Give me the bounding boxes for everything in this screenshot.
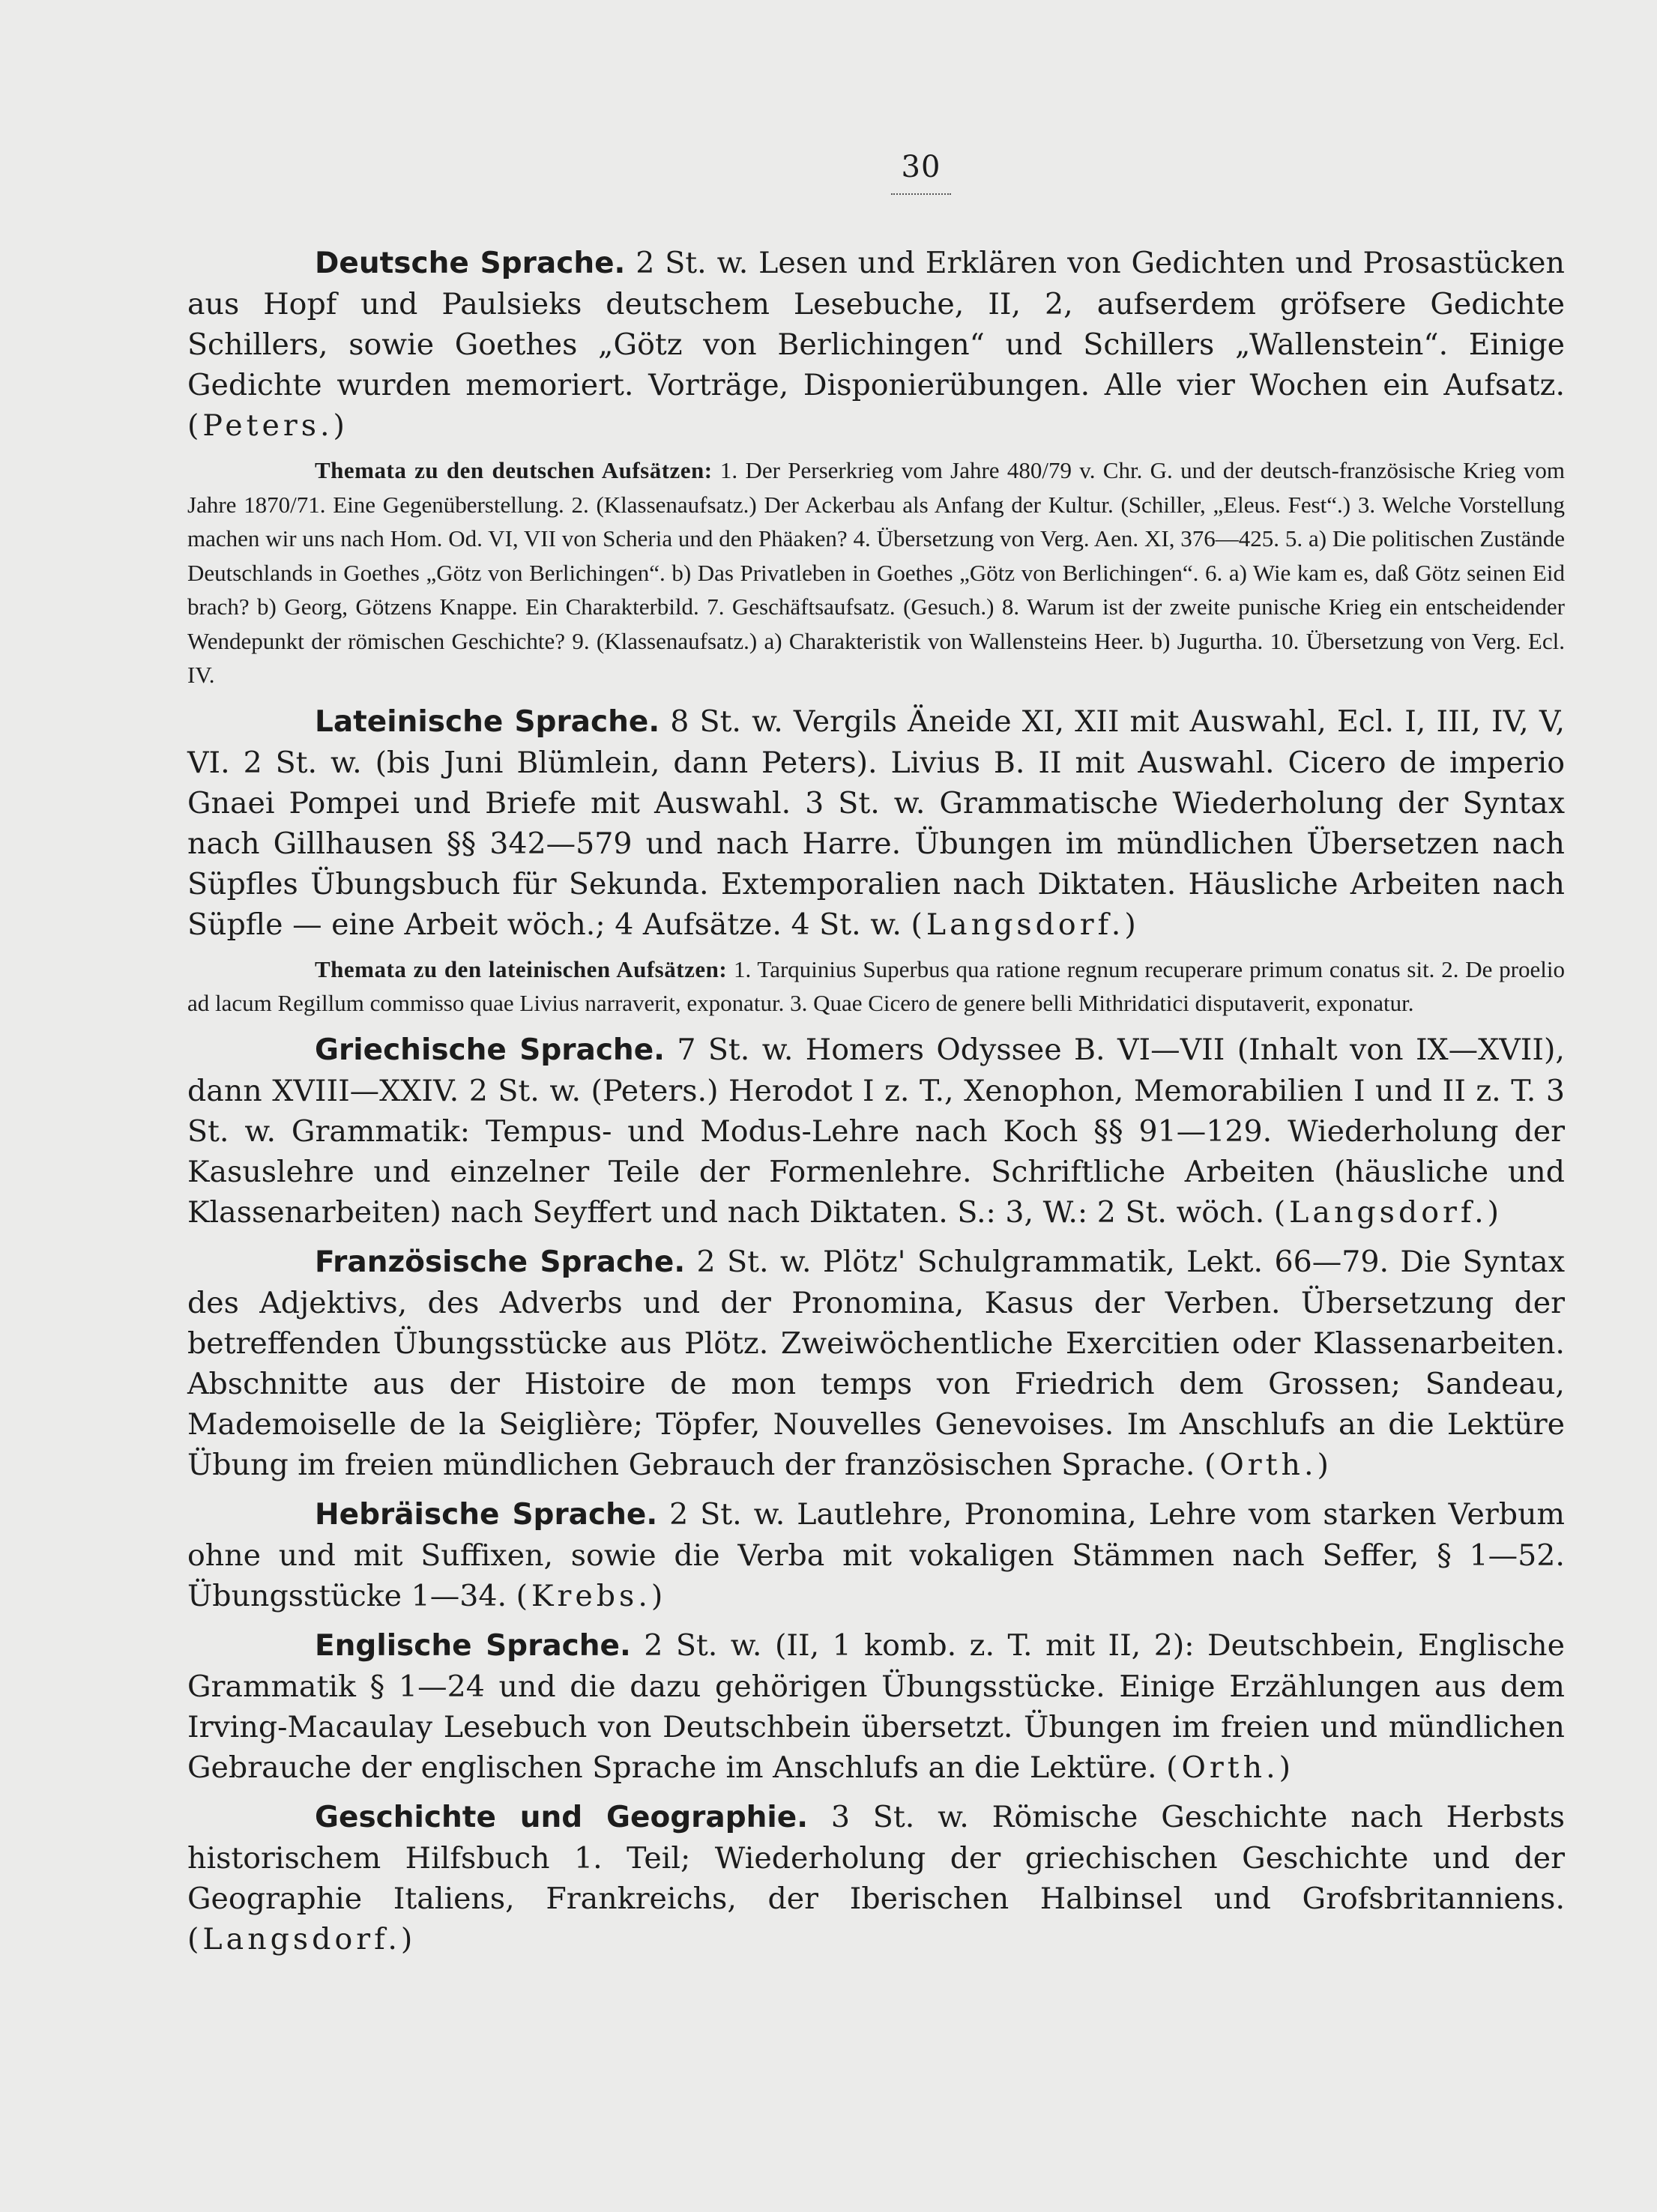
- page-number: 30: [901, 150, 941, 184]
- section-body: 8 St. w. Vergils Äneide XI, XII mit Auswahl, Ecl. I, III, IV, V, VI. 2 St. w. (bis Juni Blümlein, dann Peters). Livius B. II mit Auswahl. Cicero de imperio Gnaei Pompei und Briefe mit Auswahl. 3 St. w. Grammatische Wiederholung der Syntax nach Gillhausen §§ 342—579 und nach Harre. Übungen im mündlichen Übersetzen nach Süpfles Übungsbuch für Sekunda. Extemporalien nach Diktaten. Häusliche Arbeiten nach Süpfle — eine Arbeit wöch.; 4 Aufsätze. 4 St. w.: [187, 704, 1566, 942]
- section-paragraph: [187, 1625, 1565, 1788]
- section-teacher: (Langsdorf.): [1273, 1194, 1503, 1230]
- section-heading: Griechische Sprache.: [315, 1033, 665, 1067]
- section-heading: Englische Sprache.: [315, 1628, 631, 1663]
- section-body: 7 St. w. Homers Odyssee B. VI—VII (Inhalt von IX—XVII), dann XVIII—XXIV. 2 St. w. (Peters.) Herodot I z. T., Xenophon, Memorabilien I und II z. T. 3 St. w. Grammatik: Tempus- und Modus-Lehre nach Koch §§ 91—129. Wiederholung der Kasuslehre und einzelner Teile der Formenlehre. Schriftliche Arbeiten (häusliche und Klassenarbeiten) nach Seyffert und nach Diktaten. S.: 3, W.: 2 St. wöch.: [187, 1032, 1565, 1230]
- section-heading: Lateinische Sprache.: [315, 704, 660, 739]
- section-paragraph: [187, 701, 1565, 945]
- section-teacher: (Langsdorf.): [911, 907, 1140, 942]
- section-teacher: (Krebs.): [516, 1578, 667, 1613]
- section-lateinische-sprache: [187, 701, 1565, 1021]
- themata-heading: Themata zu den deutschen Aufsätzen:: [315, 457, 713, 483]
- section-paragraph: [187, 1494, 1565, 1616]
- section-heading: Deutsche Sprache.: [315, 247, 626, 280]
- page-number-ornament: [891, 186, 951, 195]
- themata-paragraph: [187, 453, 1565, 692]
- section-teacher: (Orth.): [1166, 1750, 1295, 1785]
- themata-paragraph: [187, 952, 1565, 1021]
- section-paragraph: [187, 1797, 1565, 1959]
- section-body: 2 St. w. Lesen und Erklären von Gedichten und Prosastücken aus Hopf und Paulsieks deutschem Lesebuche, II, 2, aufserdem gröfsere Gedichte Schillers, sowie Goethes „Götz von Berlichingen“ und Schillers „Wallenstein“. Einige Gedichte wurden memoriert. Vorträge, Disponierübungen. Alle vier Wochen ein Aufsatz.: [187, 246, 1565, 402]
- section-teacher: (Langsdorf.): [187, 1921, 417, 1956]
- themata-body: 1. Tarquinius Superbus qua ratione regnum recuperare primum conatus sit. 2. De proelio ad lacum Regillum commisso quae Livius narraverit, exponatur. 3. Quae Cicero de genere belli Mithridatici disputaverit, exponatur.: [187, 955, 1565, 1016]
- section-hebraeische-sprache: [187, 1494, 1565, 1616]
- themata-heading: Themata zu den lateinischen Aufsätzen:: [315, 955, 728, 982]
- section-heading: Hebräische Sprache.: [315, 1497, 658, 1532]
- section-heading: Französische Sprache.: [315, 1245, 686, 1279]
- section-body: 3 St. w. Römische Geschichte nach Herbsts historischem Hilfsbuch 1. Teil; Wiederholung der griechischen Geschichte und der Geographie Italiens, Frankreichs, der Iberischen Halbinsel und Grofsbritanniens.: [187, 1799, 1565, 1916]
- section-body: 2 St. w. Lautlehre, Pronomina, Lehre vom starken Verbum ohne und mit Suffixen, sowie die Verba mit vokaligen Stämmen nach Seffer, § 1—52. Übungsstücke 1—34.: [187, 1496, 1565, 1613]
- section-deutsche-sprache: [187, 243, 1565, 692]
- document-page: [187, 150, 1565, 1968]
- section-geschichte-und-geographie: [187, 1797, 1565, 1959]
- page-header: [277, 150, 1565, 195]
- section-teacher: (Orth.): [1204, 1447, 1332, 1482]
- section-englische-sprache: [187, 1625, 1565, 1788]
- section-griechische-sprache: [187, 1030, 1565, 1233]
- section-paragraph: [187, 243, 1565, 446]
- section-franzoesische-sprache: [187, 1242, 1565, 1485]
- section-paragraph: [187, 1242, 1565, 1485]
- section-teacher: (Peters.): [187, 408, 348, 443]
- section-body: 2 St. w. Plötz' Schulgrammatik, Lekt. 66—79. Die Syntax des Adjektivs, des Adverbs und der Pronomina, Kasus der Verben. Übersetzung der betreffenden Übungsstücke aus Plötz. Zweiwöchentliche Exercitien oder Klassenarbeiten. Abschnitte aus der Histoire de mon temps von Friedrich dem Grossen; Sandeau, Mademoiselle de la Seiglière; Töpfer, Nouvelles Genevoises. Im Anschlufs an die Lektüre Übung im freien mündlichen Gebrauch der französischen Sprache.: [187, 1244, 1565, 1482]
- section-heading: Geschichte und Geographie.: [315, 1800, 809, 1834]
- themata-body: 1. Der Perserkrieg vom Jahre 480/79 v. Chr. G. und der deutsch-französische Krieg vom Jahre 1870/71. Eine Gegenüberstellung. 2. (Klassenaufsatz.) Der Ackerbau als Anfang der Kultur. (Schiller, „Eleus. Fest“.) 3. Welche Vorstellung machen wir uns nach Hom. Od. VI, VII von Scheria und den Phäaken? 4. Übersetzung von Verg. Aen. XI, 376—425. 5. a) Die politischen Zustände Deutschlands in Goethes „Götz von Berlichingen“. b) Das Privatleben in Goethes „Götz von Berlichingen“. 6. a) Wie kam es, daß Götz seinen Eid brach? b) Georg, Götzens Knappe. Ein Charakterbild. 7. Geschäftsaufsatz. (Gesuch.) 8. Warum ist der zweite punische Krieg ein entscheidender Wendepunkt der römischen Geschichte? 9. (Klassenaufsatz.) a) Charakteristik von Wallensteins Heer. b) Jugurtha. 10. Übersetzung von Verg. Ecl. IV.: [187, 457, 1566, 688]
- section-paragraph: [187, 1030, 1565, 1233]
- section-body: 2 St. w. (II, 1 komb. z. T. mit II, 2): Deutschbein, Englische Grammatik § 1—24 und die dazu gehörigen Übungsstücke. Einige Erzählungen aus dem Irving-Macaulay Lesebuch von Deutschbein übersetzt. Übungen im freien und mündlichen Gebrauche der englischen Sprache im Anschlufs an die Lektüre.: [187, 1628, 1565, 1785]
